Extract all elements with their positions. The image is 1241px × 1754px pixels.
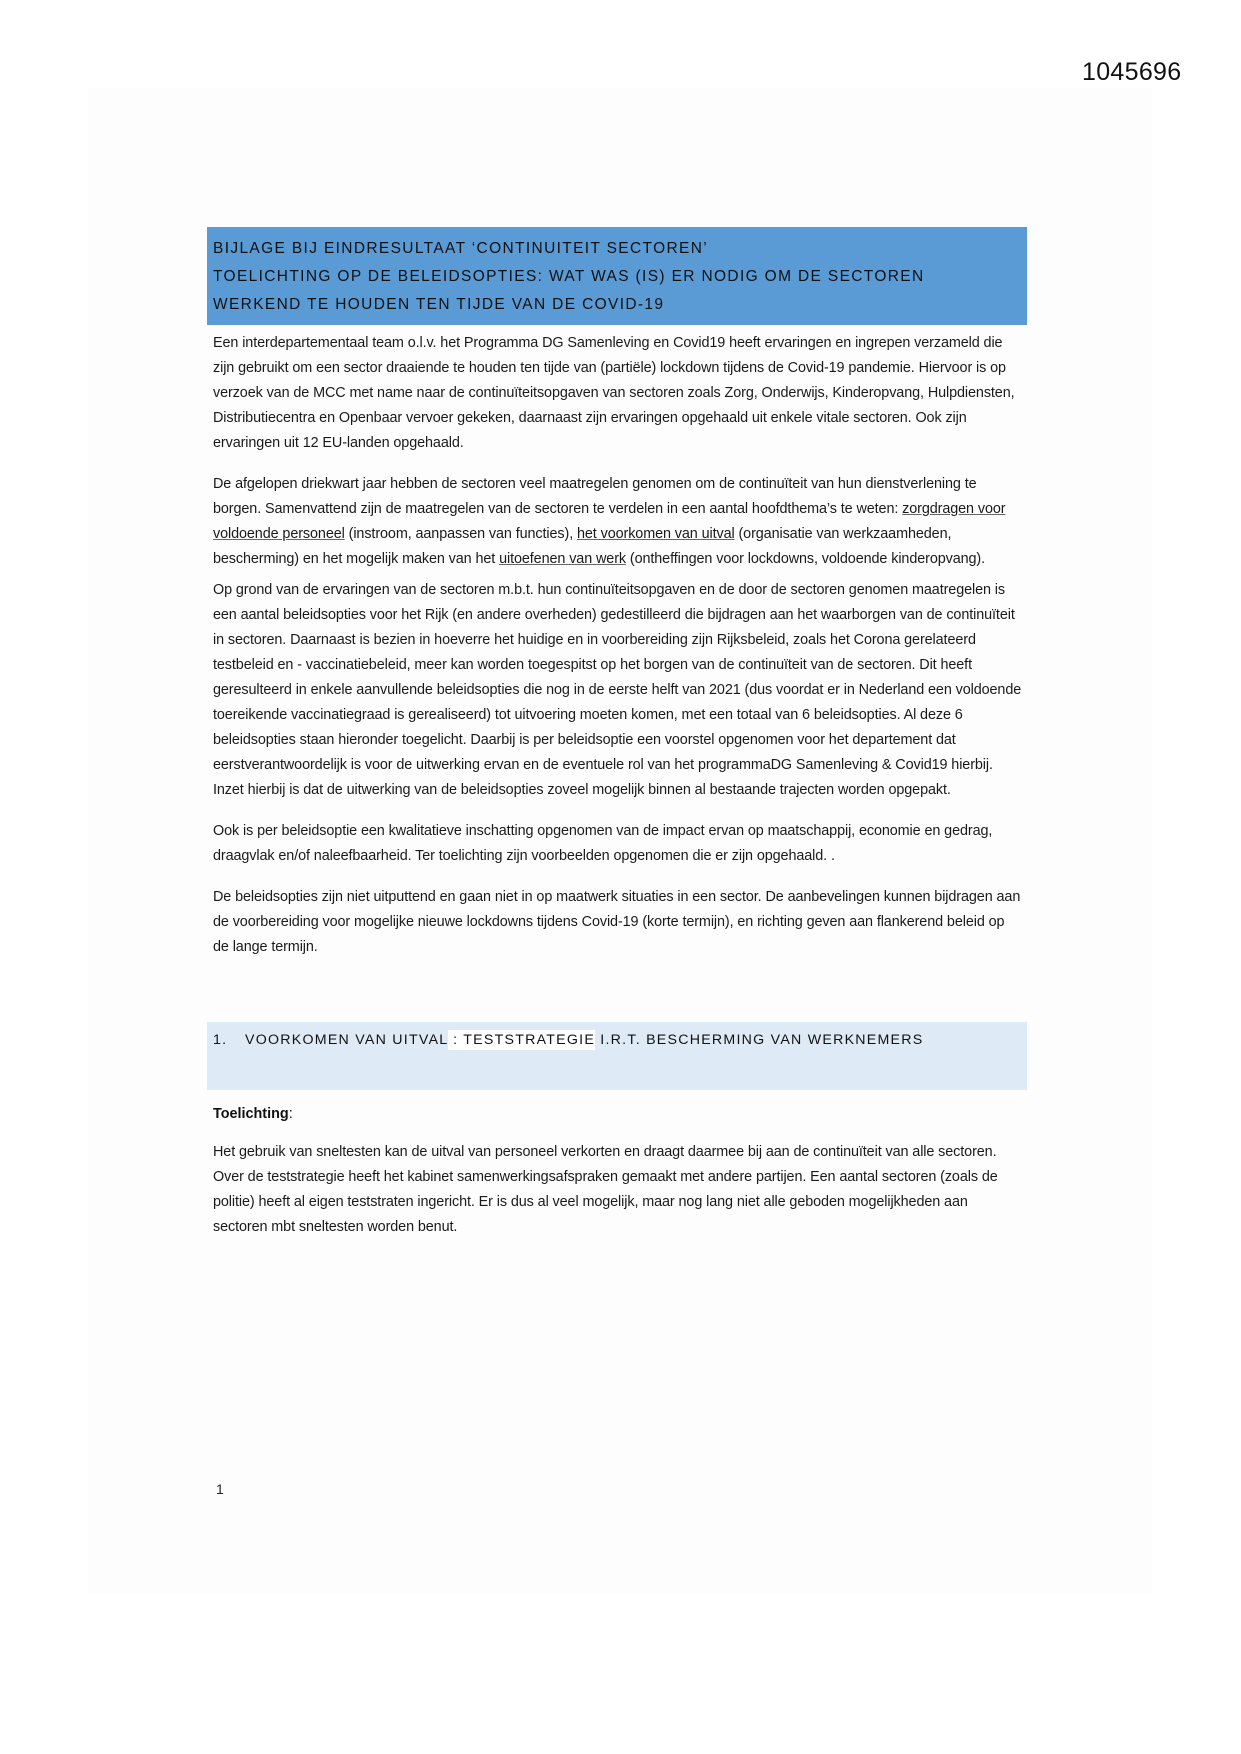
paragraph-themes [213, 472, 1023, 572]
section-1-heading-block [207, 1022, 1027, 1090]
section-1-heading-highlight: : TESTSTRATEGIE [447, 1032, 596, 1048]
section-1-number: 1. [213, 1032, 228, 1048]
section-1-heading-part-3: I.R.T. BESCHERMING VAN WERKNEMERS [595, 1032, 924, 1048]
section-1-sublabel [213, 1102, 1033, 1126]
theme-personnel: zorgdragen voor voldoende personeel [213, 501, 1006, 542]
themes-text-after-3: (ontheffingen voor lockdowns, voldoende kinderopvang). [625, 551, 986, 567]
themes-text-after-2: (organisatie van werkzaamheden, bescherming) en het mogelijk maken van het [213, 526, 952, 567]
paragraph-scope: De beleidsopties zijn niet uitputtend en gaan niet in op maatwerk situaties in een sector. De aanbevelingen kunnen bijdragen aan de voorbereiding voor mogelijke nieuwe lockdowns tijdens Covid-19 (korte termijn), en richting geven aan flankerend beleid op de lange termijn. [213, 889, 1021, 955]
paragraph-intro: Een interdepartementaal team o.l.v. het Programma DG Samenleving en Covid19 heeft ervaringen en ingrepen verzameld die zijn gebruikt om een sector draaiende te houden ten tijde van (partiële) lockdown tijdens de Covid-19 pandemie. Hiervoor is op verzoek van de MCC met name naar de continuïteitsopgaven van sectoren zoals Zorg, Onderwijs, Kinderopvang, Hulpdiensten, Distributiecentra en Openbaar vervoer gekeken, daarnaast zijn ervaringen opgehaald uit enkele vitale sectoren. Ook zijn ervaringen uit 12 EU-landen opgehaald. [213, 335, 1015, 451]
title-line-annex: BIJLAGE BIJ EINDRESULTAAT ‘CONTINUITEIT SECTOREN’ [213, 240, 709, 257]
document-id-number: 1045696 [1082, 58, 1182, 86]
title-line-subtitle-1: TOELICHTING OP DE BELEIDSOPTIES: WAT WAS (IS) ER NODIG OM DE SECTOREN [213, 268, 925, 285]
title-block [207, 227, 1027, 325]
section-1-sublabel-colon: : [288, 1106, 293, 1122]
section-1-sublabel-text: Toelichting [213, 1106, 289, 1122]
page-number: 1 [216, 1481, 224, 1497]
document-content [213, 227, 1033, 1240]
section-1-heading-part-1: VOORKOMEN VAN UITVAL [245, 1032, 448, 1048]
theme-perform-work: uitoefenen van werk [499, 551, 626, 567]
paragraph-impact: Ook is per beleidsoptie een kwalitatieve inschatting opgenomen van de impact ervan op maatschappij, economie en gedrag, draagvlak en/of naleefbaarheid. Ter toelichting zijn voorbeelden opgenomen die er zijn opgehaald. . [213, 823, 993, 864]
themes-text-after-1: (instroom, aanpassen van functies), [344, 526, 577, 542]
paragraph-policy-options: Op grond van de ervaringen van de sectoren m.b.t. hun continuïteitsopgaven en de door de sectoren genomen maatregelen is een aantal beleidsopties voor het Rijk (en andere overheden) gedestilleerd die bijdragen aan het waarborgen van de continuïteit in sectoren. Daarnaast is bezien in hoeverre het huidige en in voorbereiding zijn Rijksbeleid, zoals het Corona gerelateerd testbeleid en - vaccinatiebeleid, meer kan worden toegespitst op het borgen van de continuïteit van de sectoren. Dit heeft geresulteerd in enkele aanvullende beleidsopties die nog in de eerste helft van 2021 (dus voordat er in Nederland een voldoende toereikende vaccinatiegraad is gerealiseerd) tot uitvoering moeten komen, met een totaal van 6 beleidsopties. Al deze 6 beleidsopties staan hieronder toegelicht. Daarbij is per beleidsoptie een voorstel opgenomen voor het departement dat eerstverantwoordelijk is voor de uitwerking ervan en de eventuele rol van het programmaDG Samenleving & Covid19 hierbij. Inzet hierbij is dat de uitwerking van de beleidsopties zoveel mogelijk binnen al bestaande trajecten worden opgepakt. [213, 582, 1022, 798]
themes-text-before: De afgelopen driekwart jaar hebben de sectoren veel maatregelen genomen om de continuïteit van hun dienstverlening te borgen. Samenvattend zijn de maatregelen van de sectoren te verdelen in een aantal hoofdthema’s te weten: [213, 476, 977, 517]
theme-prevent-absence: het voorkomen van uitval [577, 526, 735, 542]
section-1-body: Het gebruik van sneltesten kan de uitval van personeel verkorten en draagt daarmee bij aan de continuïteit van alle sectoren. Over de teststrategie heeft het kabinet samenwerkingsafspraken gemaakt met andere partijen. Een aantal sectoren (zoals de politie) heeft al eigen teststraten ingericht. Er is dus al veel mogelijk, maar nog lang niet alle geboden mogelijkheden aan sectoren mbt sneltesten worden benut. [213, 1144, 998, 1235]
section-1-heading [213, 1028, 1027, 1052]
title-line-subtitle-2: WERKEND TE HOUDEN TEN TIJDE VAN DE COVID-19 [213, 296, 665, 313]
